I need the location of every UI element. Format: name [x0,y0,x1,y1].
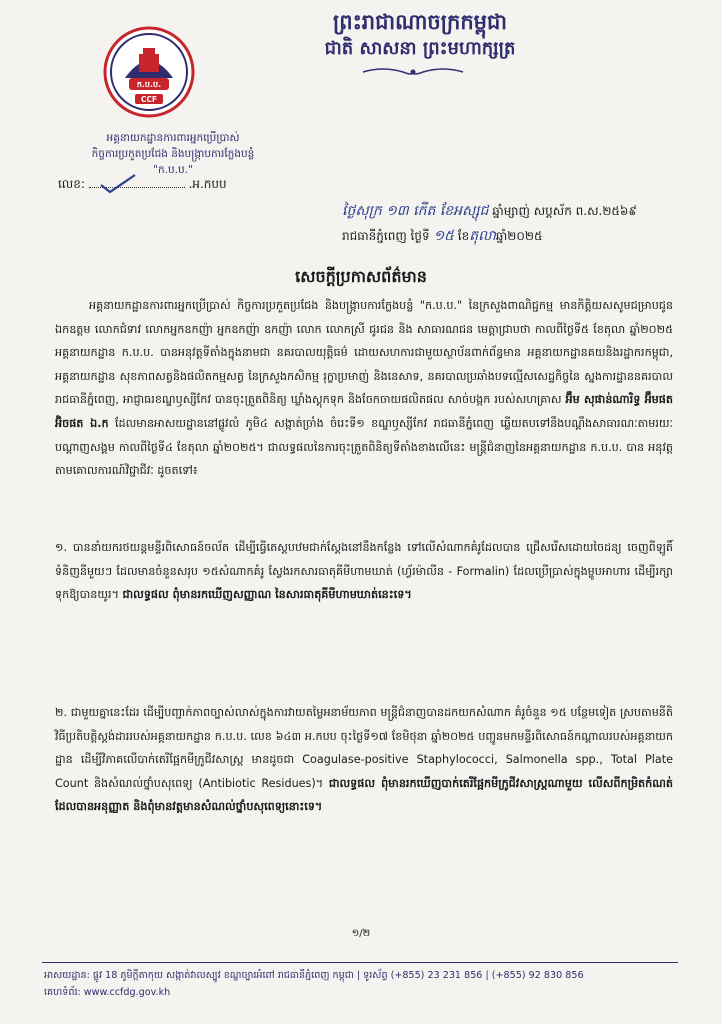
footer-divider [42,962,678,963]
p1-text-a: អគ្គនាយកដ្ឋានការពារអ្នកប្រើប្រាស់ កិច្ចការប្រកួតប្រជែង និងបង្ក្រាបការក្លែងបន្លំ "ក.ប.ប." នៃក្រសួងពាណិជ្ជកម្ម មានកិត្តិយសសូមជម្រាបជូន ឯកឧត្តម លោកជំទាវ លោកអ្នកឧកញ៉ា អ្នកឧកញ៉ា ឧកញ៉ា លោក លោកស្រី ជូរជន និង សាធារណជន មេត្តាជ្រាបថា កាលពីថ្ងៃទី៥ ខែតុលា ឆ្នាំ២០២៥ អគ្គនាយកដ្ឋាន ក.ប.ប. បានអនុវត្តទីតាំងក្នុងនាមជា នគរបាលយុត្តិធម៌ ដោយសហការជាមួយស្ថាប័នពាក់ព័ន្ធមាន អគ្គនាយកដ្ឋានគយនិងរដ្ឋាករកម្ពុជា, អគ្គនាយកដ្ឋាន សុខភាពសត្វនិងផលិតកម្មសត្វ នៃក្រសួងកសិកម្ម រុក្ខាប្រមាញ់ និងនេសាទ, នគរបាលប្រឆាំងបទល្មើសសេដ្ឋកិច្ចនៃ ស្នងការដ្ឋាននគរបាលរាជធានីភ្នំពេញ, អាជ្ញាធរខណ្ឌឫស្សីកែវ បានចុះត្រួតពិនិត្យ ឃ្លាំងស្តុកទុក និងចែកចាយផលិតផល សាច់បង្កក របស់សហគ្រាស [55,299,673,407]
paragraph-intro [55,294,673,483]
reference-number [58,176,227,194]
lunar-date-handwritten: ថ្ងៃសុក្រ ១៣ កើត ខែអស្សុជ [342,203,489,219]
date-month: តុលា [469,228,496,244]
kingdom-header [270,8,570,62]
paragraph-point-1 [55,536,673,607]
ref-label: លេខ: [58,177,85,191]
agency-line1: អគ្គនាយកដ្ឋានការពារអ្នកប្រើប្រាស់ [106,132,240,144]
place-prefix: រាជធានីភ្នំពេញ ថ្ងៃទី [342,229,430,243]
svg-text:ក.ប.ប.: ក.ប.ប. [136,80,162,89]
footer-website: គេហទំព័រ: www.ccfdg.gov.kh [44,987,171,998]
p2-result: ជាលទ្ធផល ពុំមានរកឃើញសញ្ញាណ នៃសារធាតុគីមីហាមឃាត់នេះទេ។ [122,588,412,602]
month-prefix: ខែ [453,229,470,243]
ref-suffix: .អ.កបប [188,177,227,191]
lunar-date-printed: ឆ្នាំម្សាញ់ សប្តស័ក ព.ស.២៥៦៩ [488,204,637,218]
checkmark-icon [98,173,138,195]
solar-date [342,226,542,247]
document-title: សេចក្តីប្រកាសព័ត៌មាន [295,267,427,286]
kingdom-line2: ជាតិ សាសនា ព្រះមហាក្សត្រ [324,38,516,59]
agency-name [38,130,308,178]
p3-result: ជាលទ្ធផល ពុំមានរកឃើញបាក់តេរីផ្អែកមីក្រូជីវសាស្ត្រណាមួយ លើសពីកម្រិតកំណត់ ដែលបានអនុញ្ញាត និងពុំមានវត្តមានសំណល់ថ្នាំបសុពេទ្យនោះទេ។ [55,776,674,814]
p1-text-b: ដែលមានអាសយដ្ឋាននៅផ្លូវលំ ភូមិ៤ សង្កាត់ច្រាំង ចំរេះទី១ ខណ្ឌឫស្សីកែវ រាជធានីភ្នំពេញ ឆ្លើយតបទៅនឹងបណ្តឹងសាធារណៈតាមរយៈបណ្តាញសង្គម កាលពីថ្ងៃទី៤ ខែតុលា ឆ្នាំ២០២៥។ ជាលទ្ធផលនៃការចុះត្រួតពិនិត្យទីតាំងខាងលើនេះ មន្ត្រីជំនាញនៃអគ្គនាយកដ្ឋាន ក.ប.ប. បាន អនុវត្តតាមគោលការណ៍វិជ្ជាជីវៈ ដូចតទៅ៖ [55,416,673,478]
p1-company-name: អ៊ឹម សុផាន់ណារិទ្ធ អ៊ឹមផត អ៊ិចផត ឯ.ក [55,393,673,430]
footer [44,967,684,1001]
p3-text: ២. ជាមួយគ្នានេះដែរ ដើម្បីបញ្ជាក់ភាពច្បាស់លាស់ក្នុងការវាយតម្លៃអនាម័យភាព មន្ត្រីជំនាញបានដកយកសំណាក គំរូចំនួន ១៥ បន្ថែមទៀត ស្របតាមនីតិវិធីប្រតិបត្តិស្តង់ដាររបស់អគ្គនាយកដ្ឋាន ក.ប.ប. លេខ ៦៤៣ អ.កបប ចុះថ្ងៃទី១៧ ខែមិថុនា ឆ្នាំ២០២៥ បញ្ជូនមកមន្ទីរពិសោធន៍កណ្តាលរបស់អគ្គនាយកដ្ឋាន ដើម្បីវិភាគលើបាក់តេរីផ្អែកមីក្រូជីវសាស្ត្រ មានដូចជា Coagulase-positive Staphylococci, Salmonella spp., Total Plate Count និងសំណល់ថ្នាំបសុពេទ្យ (Antibiotic Residues)។ [55,706,673,790]
lunar-date [342,201,637,222]
agency-line2: កិច្ចការប្រកួតប្រជែង និងបង្ក្រាបការក្លែងបន្លំ [91,148,255,160]
p2-text: ១. បាននាំយករថយន្តមន្ទីរពិសោធន៍ចល័ត ដើម្បីធ្វើតេស្តបឋមជាក់ស្តែងនៅនឹងកន្លែង ទៅលើសំណាកគំរូដែលបាន ជ្រើសរើសដោយចៃដន្យ ចេញពីឡូតិ៍ទំនិញនីមួយៗ ដែលមានចំនួនសរុប ១៥សំណាកគំរូ ស្វែងរកសារធាតុគីមីហាមឃាត់ (ហ្វ័រម៉ាលីន - Formalin) ដែលប្រើប្រាស់ក្នុងម្ហូបអាហារ ដើម្បីរក្សាទុកឱ្យបានយូរ។ [55,541,673,602]
paragraph-point-2 [55,701,673,819]
footer-address: អាសយដ្ឋាន: ផ្លូវ 18 ភូមិក្តីតាកុយ សង្កាត់វាលស្បូវ ខណ្ឌច្បារអំពៅ រាជធានីភ្នំពេញ កម្ពុជា | ទូរស័ព្ទ (+855) 23 231 856 | (+855) 92 830 856 [44,970,584,981]
ccf-logo [103,26,195,118]
page-number: ១/២ [351,928,371,939]
ornament-divider [358,66,468,78]
agency-line3: "ក.ប.ប." [153,164,193,176]
kingdom-line1: ព្រះរាជាណាចក្រកម្ពុជា [332,9,507,34]
date-day: ១៥ [433,228,454,244]
date-year: ឆ្នាំ២០២៥ [495,229,543,243]
svg-text:CCF: CCF [140,95,158,104]
